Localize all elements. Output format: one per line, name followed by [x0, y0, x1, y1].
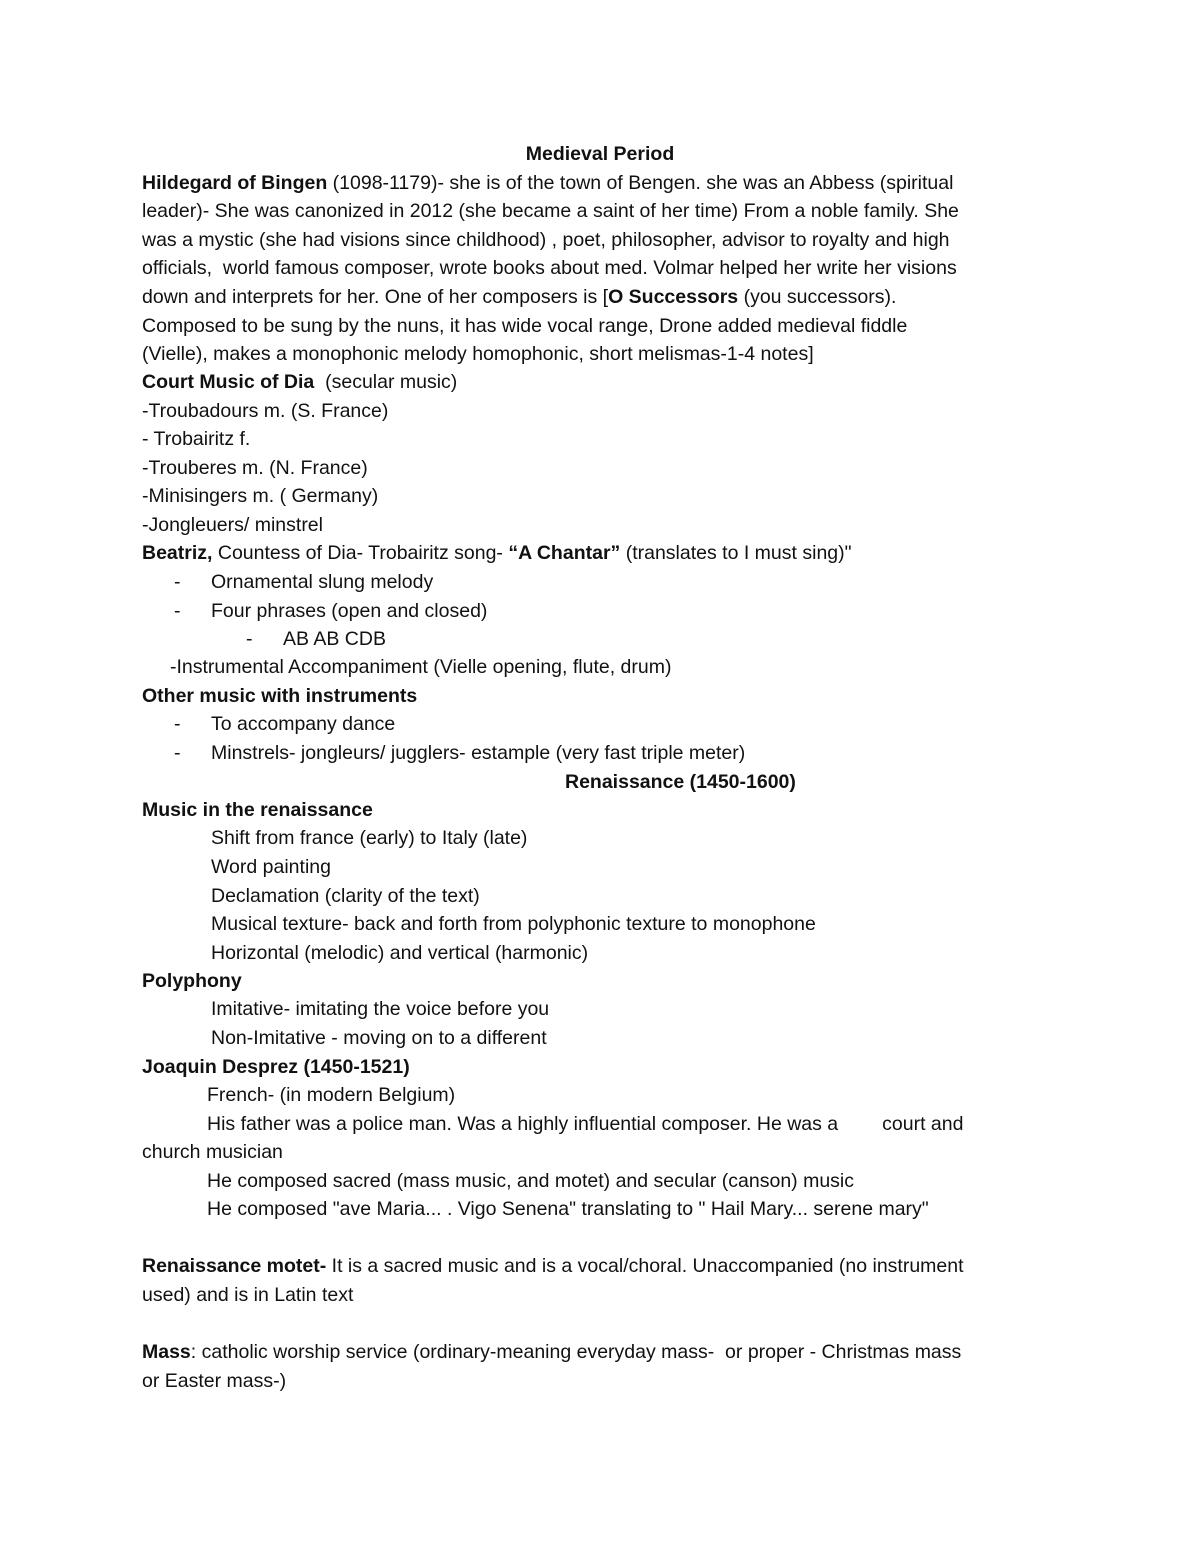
instrumental-line: -Instrumental Accompaniment (Vielle opening, flute, drum)	[170, 656, 672, 678]
polyphony-heading: Polyphony	[142, 970, 242, 992]
hildegard-line-6: Composed to be sung by the nuns, it has wide vocal range, Drone added medieval fiddle	[142, 315, 908, 337]
list-item: Musical texture- back and forth from polyphonic texture to monophone	[211, 913, 816, 935]
bullet-item: - To accompany dance	[174, 713, 396, 735]
hildegard-name: Hildegard of Bingen	[142, 172, 328, 194]
joaquin-line-3: church musician	[142, 1141, 283, 1163]
joaquin-heading: Joaquin Desprez (1450-1521)	[142, 1056, 410, 1078]
list-item: Shift from france (early) to Italy (late)	[211, 827, 528, 849]
motet-line-2: used) and is in Latin text	[142, 1284, 354, 1306]
list-item: Imitative- imitating the voice before you	[211, 998, 550, 1020]
mass-line-1: Mass: catholic worship service (ordinary-meaning everyday mass- or proper - Christmas mass	[142, 1341, 962, 1363]
page-title: Medieval Period	[525, 143, 675, 165]
bullet-item: - Four phrases (open and closed)	[174, 600, 488, 622]
court-music-heading: Court Music of Dia (secular music)	[142, 371, 458, 393]
hildegard-line-4: officials, world famous composer, wrote books about med. Volmar helped her write her visions	[142, 257, 957, 279]
joaquin-line-5: He composed "ave Maria... . Vigo Senena" translating to " Hail Mary... serene mary"	[207, 1198, 929, 1220]
joaquin-line-2: His father was a police man. Was a highly influential composer. He was a court and	[207, 1113, 964, 1135]
mass-line-2: or Easter mass-)	[142, 1370, 287, 1392]
hildegard-line-1: Hildegard of Bingen (1098-1179)- she is of the town of Bengen. she was an Abbess (spiritual	[142, 172, 954, 194]
bullet-item: - Ornamental slung melody	[174, 571, 434, 593]
composition-title: O Successors	[608, 286, 739, 308]
sub-bullet-item: - AB AB CDB	[246, 628, 386, 650]
list-item: Horizontal (melodic) and vertical (harmonic)	[211, 942, 589, 964]
list-item: Non-Imitative - moving on to a different	[211, 1027, 547, 1049]
other-music-heading: Other music with instruments	[142, 685, 418, 707]
bullet-item: - Minstrels- jongleurs/ jugglers- estample (very fast triple meter)	[174, 742, 746, 764]
motet-line-1: Renaissance motet- It is a sacred music and is a vocal/choral. Unaccompanied (no instrument	[142, 1255, 964, 1277]
mass-term: Mass	[142, 1341, 191, 1363]
motet-term: Renaissance motet-	[142, 1255, 327, 1277]
list-item: -Jongleuers/ minstrel	[142, 514, 323, 536]
list-item: Word painting	[211, 856, 331, 878]
renaissance-title: Renaissance (1450-1600)	[565, 771, 796, 793]
song-title: “A Chantar”	[508, 542, 621, 564]
list-item: - Trobairitz f.	[142, 428, 251, 450]
list-item: -Trouberes m. (N. France)	[142, 457, 368, 479]
hildegard-line-2: leader)- She was canonized in 2012 (she became a saint of her time) From a noble family. She	[142, 200, 959, 222]
hildegard-line-5: down and interprets for her. One of her composers is [O Successors (you successors).	[142, 286, 897, 308]
list-item: -Minisingers m. ( Germany)	[142, 485, 379, 507]
hildegard-line-3: was a mystic (she had visions since childhood) , poet, philosopher, advisor to royalty and high	[142, 229, 950, 251]
music-renaissance-heading: Music in the renaissance	[142, 799, 373, 821]
list-item: -Troubadours m. (S. France)	[142, 400, 389, 422]
hildegard-line-7: (Vielle), makes a monophonic melody homophonic, short melismas-1-4 notes]	[142, 343, 814, 365]
joaquin-line-4: He composed sacred (mass music, and motet) and secular (canson) music	[207, 1170, 855, 1192]
beatriz-line: Beatriz, Countess of Dia- Trobairitz song- “A Chantar” (translates to I must sing)"	[142, 542, 852, 564]
joaquin-line-1: French- (in modern Belgium)	[207, 1084, 456, 1106]
list-item: Declamation (clarity of the text)	[211, 885, 480, 907]
